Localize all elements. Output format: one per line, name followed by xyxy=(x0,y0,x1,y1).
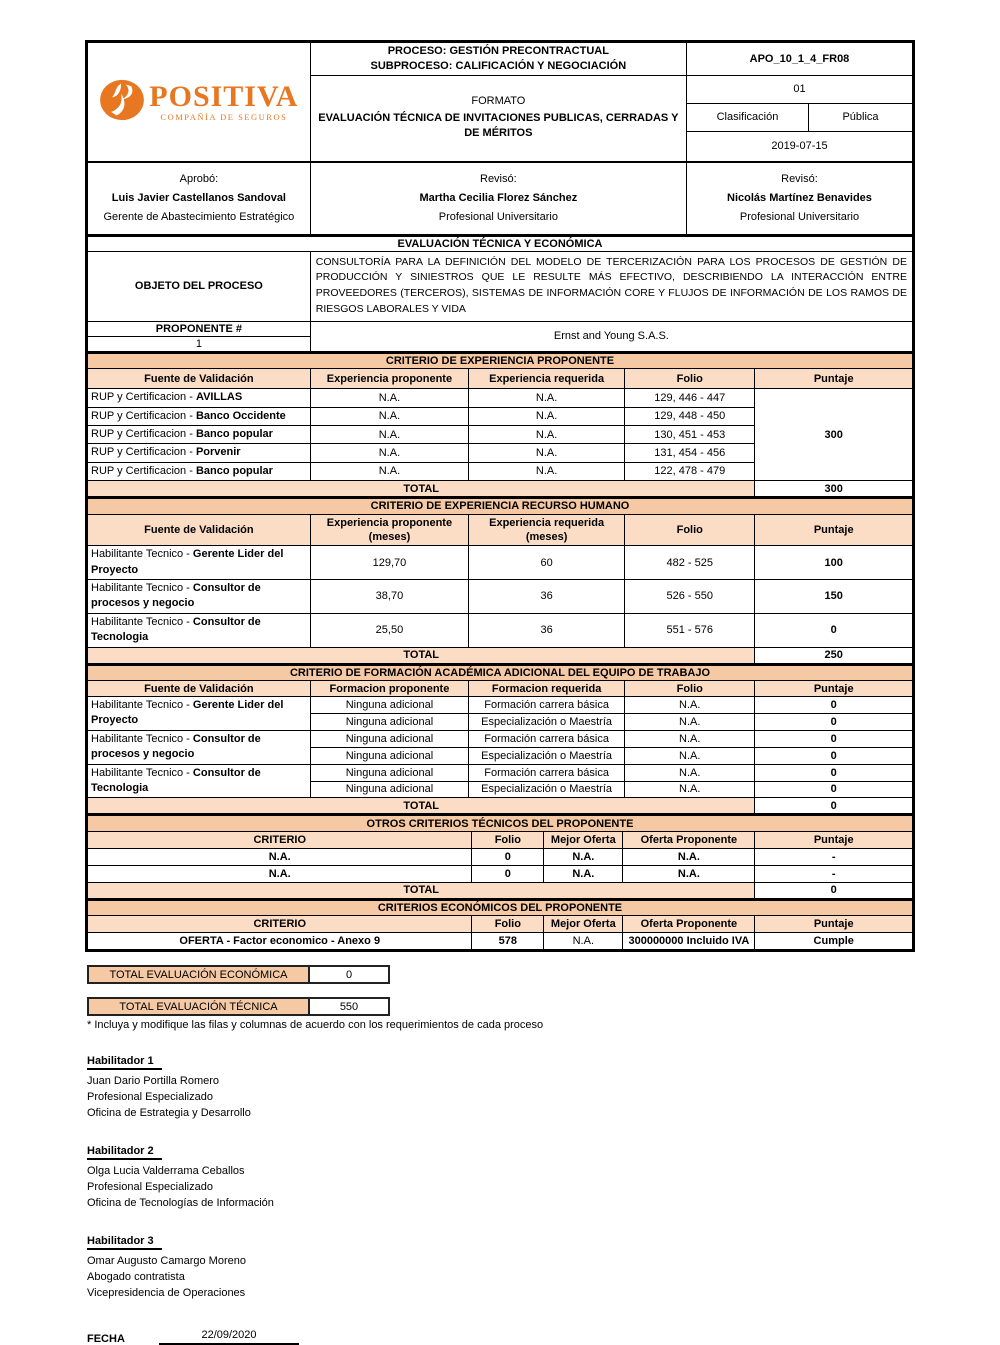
cell-criterio: N.A. xyxy=(88,865,472,882)
cell-exp-requerida: 36 xyxy=(469,580,625,614)
fuente-prefijo: Habilitante Tecnico - xyxy=(91,582,193,595)
cell-fuente xyxy=(88,462,311,480)
cell-oferta-proponente: 300000000 Incluido IVA xyxy=(623,933,755,950)
fuente-prefijo: RUP y Certificacion - xyxy=(91,446,196,459)
cell-formacion-prop: Ninguna adicional xyxy=(310,747,468,764)
fuente-prefijo: RUP y Certificacion - xyxy=(91,409,196,422)
cell-folio: 526 - 550 xyxy=(625,580,755,614)
cell-formacion-prop: Ninguna adicional xyxy=(310,713,468,730)
cell-folio: 122, 478 - 479 xyxy=(625,462,755,480)
cell-exp-proponente: N.A. xyxy=(310,462,468,480)
cell-folio: N.A. xyxy=(625,730,755,747)
cell-formacion-prop: Ninguna adicional xyxy=(310,764,468,781)
col-header: Folio xyxy=(625,514,755,546)
cell-folio: 129, 448 - 450 xyxy=(625,407,755,425)
approval-name: Martha Cecilia Florez Sánchez xyxy=(419,191,578,204)
cell-puntaje: - xyxy=(755,865,913,882)
habilitador-nombre: Olga Lucia Valderrama Ceballos xyxy=(87,1165,245,1178)
fuente-prefijo: Habilitante Tecnico - xyxy=(91,766,193,779)
cell-folio: N.A. xyxy=(625,697,755,714)
section-title-formacion: CRITERIO DE FORMACIÓN ACADÉMICA ADICIONAL DEL EQUIPO DE TRABAJO xyxy=(88,665,913,681)
cell-exp-proponente: 38,70 xyxy=(310,580,468,614)
cell-puntaje: 0 xyxy=(755,613,913,647)
cell-mejor-oferta: N.A. xyxy=(544,848,623,865)
process-cell xyxy=(310,43,686,76)
cell-formacion-req: Formación carrera básica xyxy=(469,730,625,747)
tabla-experiencia-proponente xyxy=(87,352,913,497)
cell-puntaje: 0 xyxy=(755,713,913,730)
total-economica-box xyxy=(87,965,915,984)
col-header: Folio xyxy=(625,369,755,389)
approval-role: Revisó: xyxy=(781,173,818,186)
cell-oferta-proponente: N.A. xyxy=(623,848,755,865)
cell-exp-requerida: 60 xyxy=(469,546,625,580)
total-puntaje: 0 xyxy=(755,798,913,814)
fuente-prefijo: Habilitante Tecnico - xyxy=(91,548,193,561)
cell-exp-requerida: N.A. xyxy=(469,389,625,407)
col-header: Mejor Oferta xyxy=(544,831,623,848)
total-economica-label: TOTAL EVALUACIÓN ECONÓMICA xyxy=(87,965,310,984)
fuente-prefijo: RUP y Certificacion - xyxy=(91,391,196,404)
cell-fuente xyxy=(88,425,311,443)
cell-folio: 578 xyxy=(472,933,544,950)
col-header: Fuente de Validación xyxy=(88,514,311,546)
proponente-nombre: Ernst and Young S.A.S. xyxy=(310,321,912,351)
cell-folio: 0 xyxy=(472,865,544,882)
fuente-prefijo: RUP y Certificacion - xyxy=(91,464,196,477)
cell-exp-requerida: N.A. xyxy=(469,425,625,443)
cell-fuente xyxy=(88,580,311,614)
total-tecnica-box xyxy=(87,997,915,1016)
fuente-nombre: Consultor de procesos y negocio xyxy=(91,582,261,610)
fuente-nombre: AVILLAS xyxy=(195,391,243,404)
cell-folio: 129, 446 - 447 xyxy=(625,389,755,407)
proponente-numero: 1 xyxy=(88,336,311,351)
tabla-formacion-academica xyxy=(87,664,913,815)
cell-fuente xyxy=(88,444,311,462)
total-label: TOTAL xyxy=(88,647,755,663)
section-title-evaluacion: EVALUACIÓN TÉCNICA Y ECONÓMICA xyxy=(88,236,913,252)
cell-formacion-prop: Ninguna adicional xyxy=(310,730,468,747)
cell-folio: 551 - 576 xyxy=(625,613,755,647)
approval-name: Nicolás Martínez Benavides xyxy=(727,191,872,204)
cell-criterio: OFERTA - Factor economico - Anexo 9 xyxy=(88,933,472,950)
approval-title: Profesional Universitario xyxy=(739,210,860,223)
cell-formacion-req: Especialización o Maestría xyxy=(469,781,625,798)
col-header: CRITERIO xyxy=(88,831,472,848)
fuente-prefijo: Habilitante Tecnico - xyxy=(91,615,193,628)
fuente-nombre: Banco popular xyxy=(195,427,273,440)
footer-area xyxy=(85,965,915,1345)
total-puntaje: 300 xyxy=(755,481,913,497)
cell-puntaje-grupo: 300 xyxy=(755,389,913,481)
cell-formacion-req: Especialización o Maestría xyxy=(469,713,625,730)
cell-fuente xyxy=(88,764,311,798)
col-header: Formacion proponente xyxy=(310,681,468,697)
fuente-nombre: Gerente Lider del Proyecto xyxy=(91,548,284,576)
fuente-nombre: Porvenir xyxy=(195,446,241,459)
col-header: Fuente de Validación xyxy=(88,369,311,389)
approval-role: Aprobó: xyxy=(179,173,219,186)
col-header: Experiencia requerida xyxy=(469,369,625,389)
cell-oferta-proponente: N.A. xyxy=(623,865,755,882)
col-header: Puntaje xyxy=(755,916,913,933)
habilitador-nombre: Omar Augusto Camargo Moreno xyxy=(87,1255,246,1268)
fecha-label: FECHA xyxy=(87,1333,125,1345)
col-header: Mejor Oferta xyxy=(544,916,623,933)
form-header xyxy=(87,42,913,162)
total-label: TOTAL xyxy=(88,882,755,898)
fuente-nombre: Consultor de Tecnologia xyxy=(91,766,261,795)
cell-formacion-prop: Ninguna adicional xyxy=(310,781,468,798)
habilitador-title: Habilitador 1 xyxy=(87,1055,162,1070)
section-title-experiencia: CRITERIO DE EXPERIENCIA PROPONENTE xyxy=(88,353,913,369)
total-tecnica-label: TOTAL EVALUACIÓN TÉCNICA xyxy=(87,997,310,1016)
habilitador-block xyxy=(87,1145,915,1211)
section-title-otros: OTROS CRITERIOS TÉCNICOS DEL PROPONENTE xyxy=(88,815,913,831)
total-puntaje: 250 xyxy=(755,647,913,663)
habilitador-area: Vicepresidencia de Operaciones xyxy=(87,1287,246,1300)
cell-fuente xyxy=(88,546,311,580)
habilitador-cargo: Profesional Especializado xyxy=(87,1091,213,1104)
process-line: PROCESO: GESTIÓN PRECONTRACTUAL xyxy=(387,45,609,57)
fuente-nombre: Banco popular xyxy=(195,464,273,477)
objeto-text: CONSULTORÍA PARA LA DEFINICIÓN DEL MODELO DE TERCERIZACIÓN PARA LOS PROCESOS DE GESTIÓN DE PRODUCCIÓN Y SINIESTROS QUE LE RESULTE MÁS EFECTIVO, DESCRIBIENDO LA INTERACCIÓN ENTRE PROVEEDORES (TERCEROS), SISTEMAS DE INFORMACIÓN CORE Y FLUJOS DE INFORMACIÓN DE LOS RAMOS DE RIESGOS LABORALES Y VIDA xyxy=(310,251,912,321)
cell-exp-proponente: N.A. xyxy=(310,407,468,425)
cell-formacion-req: Formación carrera básica xyxy=(469,697,625,714)
habilitador-area: Oficina de Estrategia y Desarrollo xyxy=(87,1107,251,1120)
fuente-prefijo: Habilitante Tecnico - xyxy=(91,732,193,745)
cell-fuente xyxy=(88,389,311,407)
cell-puntaje: 150 xyxy=(755,580,913,614)
col-header: Formacion requerida xyxy=(469,681,625,697)
cell-folio: 482 - 525 xyxy=(625,546,755,580)
fuente-nombre: Banco Occidente xyxy=(195,409,286,422)
cell-folio: 130, 451 - 453 xyxy=(625,425,755,443)
cell-fuente xyxy=(88,407,311,425)
fuente-nombre: Consultor de procesos y negocio xyxy=(91,732,261,761)
col-header: Puntaje xyxy=(755,369,913,389)
habilitador-cargo: Profesional Especializado xyxy=(87,1181,213,1194)
total-tecnica-value: 550 xyxy=(310,997,390,1016)
tabla-criterios-economicos xyxy=(87,899,913,951)
approval-cell xyxy=(310,162,686,234)
habilitador-cargo: Abogado contratista xyxy=(87,1271,185,1284)
cell-folio: N.A. xyxy=(625,781,755,798)
tabla-otros-criterios xyxy=(87,814,913,899)
col-header: Experiencia requerida (meses) xyxy=(469,514,625,546)
cell-puntaje: Cumple xyxy=(755,933,913,950)
cell-criterio: N.A. xyxy=(88,848,472,865)
form-title: EVALUACIÓN TÉCNICA DE INVITACIONES PUBLICAS, CERRADAS Y DE MÉRITOS xyxy=(318,111,679,140)
habilitador-area: Oficina de Tecnologías de Información xyxy=(87,1197,274,1210)
fuente-prefijo: RUP y Certificacion - xyxy=(91,427,196,440)
cell-formacion-req: Especialización o Maestría xyxy=(469,747,625,764)
cell-exp-requerida: N.A. xyxy=(469,462,625,480)
cell-mejor-oferta: N.A. xyxy=(544,865,623,882)
cell-folio: 131, 454 - 456 xyxy=(625,444,755,462)
cell-exp-proponente: N.A. xyxy=(310,389,468,407)
approval-role: Revisó: xyxy=(480,173,517,186)
approval-name: Luis Javier Castellanos Sandoval xyxy=(111,191,286,204)
col-header: Oferta Proponente xyxy=(623,916,755,933)
cell-fuente xyxy=(88,730,311,764)
tabla-recurso-humano xyxy=(87,497,913,663)
positiva-logo xyxy=(91,77,307,126)
approval-title: Gerente de Abastecimiento Estratégico xyxy=(103,210,295,223)
habilitador-block xyxy=(87,1055,915,1121)
formato-label: FORMATO xyxy=(471,94,526,107)
col-header: Puntaje xyxy=(755,831,913,848)
cell-formacion-prop: Ninguna adicional xyxy=(310,697,468,714)
habilitador-title: Habilitador 3 xyxy=(87,1235,162,1250)
total-label: TOTAL xyxy=(88,798,755,814)
cell-folio: 0 xyxy=(472,848,544,865)
logo-cell xyxy=(88,43,311,162)
cell-exp-proponente: 25,50 xyxy=(310,613,468,647)
total-puntaje: 0 xyxy=(755,882,913,898)
positiva-swirl-icon xyxy=(99,79,145,124)
approval-cell xyxy=(686,162,912,234)
version-value: 01 xyxy=(686,75,912,103)
cell-exp-requerida: N.A. xyxy=(469,444,625,462)
section-title-economicos: CRITERIOS ECONÓMICOS DEL PROPONENTE xyxy=(88,900,913,916)
objeto-label: OBJETO DEL PROCESO xyxy=(88,251,311,321)
cell-folio: N.A. xyxy=(625,747,755,764)
section-title-recurso-humano: CRITERIO DE EXPERIENCIA RECURSO HUMANO xyxy=(88,498,913,514)
cell-fuente xyxy=(88,697,311,731)
cell-exp-proponente: N.A. xyxy=(310,425,468,443)
fecha-row xyxy=(87,1329,915,1345)
col-header: Puntaje xyxy=(755,514,913,546)
habilitador-nombre: Juan Dario Portilla Romero xyxy=(87,1075,220,1088)
objeto-section xyxy=(87,235,913,352)
form-code: APO_10_1_4_FR08 xyxy=(686,43,912,76)
col-header: Experiencia proponente xyxy=(310,369,468,389)
cell-exp-proponente: N.A. xyxy=(310,444,468,462)
brand-name: POSITIVA xyxy=(149,80,299,114)
cell-puntaje: 0 xyxy=(755,747,913,764)
approval-title: Profesional Universitario xyxy=(438,210,558,223)
classification-value: Pública xyxy=(809,103,913,131)
col-header: Folio xyxy=(472,916,544,933)
total-economica-value: 0 xyxy=(310,965,390,984)
col-header: Folio xyxy=(625,681,755,697)
col-header: Puntaje xyxy=(755,681,913,697)
cell-puntaje: 100 xyxy=(755,546,913,580)
col-header: Folio xyxy=(472,831,544,848)
cell-exp-requerida: 36 xyxy=(469,613,625,647)
approvals-row xyxy=(87,162,913,235)
cell-folio: N.A. xyxy=(625,764,755,781)
brand-tagline: COMPAÑÍA DE SEGUROS xyxy=(160,112,288,123)
cell-puntaje: 0 xyxy=(755,730,913,747)
habilitador-title: Habilitador 2 xyxy=(87,1145,162,1160)
cell-puntaje: 0 xyxy=(755,697,913,714)
fuente-nombre: Consultor de Tecnologia xyxy=(91,615,261,644)
cell-formacion-req: Formación carrera básica xyxy=(469,764,625,781)
subprocess-line: SUBPROCESO: CALIFICACIÓN Y NEGOCIACIÓN xyxy=(370,59,627,72)
cell-puntaje: - xyxy=(755,848,913,865)
form-date: 2019-07-15 xyxy=(686,131,912,161)
classification-label: Clasificación xyxy=(686,103,808,131)
fuente-nombre: Gerente Lider del Proyecto xyxy=(91,699,284,727)
col-header: Oferta Proponente xyxy=(623,831,755,848)
cell-fuente xyxy=(88,613,311,647)
cell-exp-requerida: N.A. xyxy=(469,407,625,425)
col-header: CRITERIO xyxy=(88,916,472,933)
cell-mejor-oferta: N.A. xyxy=(544,933,623,950)
proponente-label: PROPONENTE # xyxy=(88,321,311,336)
fuente-prefijo: Habilitante Tecnico - xyxy=(91,699,193,712)
evaluation-form xyxy=(85,40,915,952)
cell-puntaje: 0 xyxy=(755,764,913,781)
cell-puntaje: 0 xyxy=(755,781,913,798)
approval-cell xyxy=(88,162,311,234)
document-page xyxy=(85,40,915,1345)
footnote: * Incluya y modifique las filas y columnas de acuerdo con los requerimientos de cada proceso xyxy=(87,1019,544,1032)
cell-exp-proponente: 129,70 xyxy=(310,546,468,580)
formato-cell xyxy=(310,75,686,161)
total-label: TOTAL xyxy=(88,481,755,497)
fecha-value: 22/09/2020 xyxy=(159,1329,299,1345)
habilitador-block xyxy=(87,1235,915,1301)
cell-folio: N.A. xyxy=(625,713,755,730)
col-header: Fuente de Validación xyxy=(88,681,311,697)
col-header: Experiencia proponente (meses) xyxy=(310,514,468,546)
